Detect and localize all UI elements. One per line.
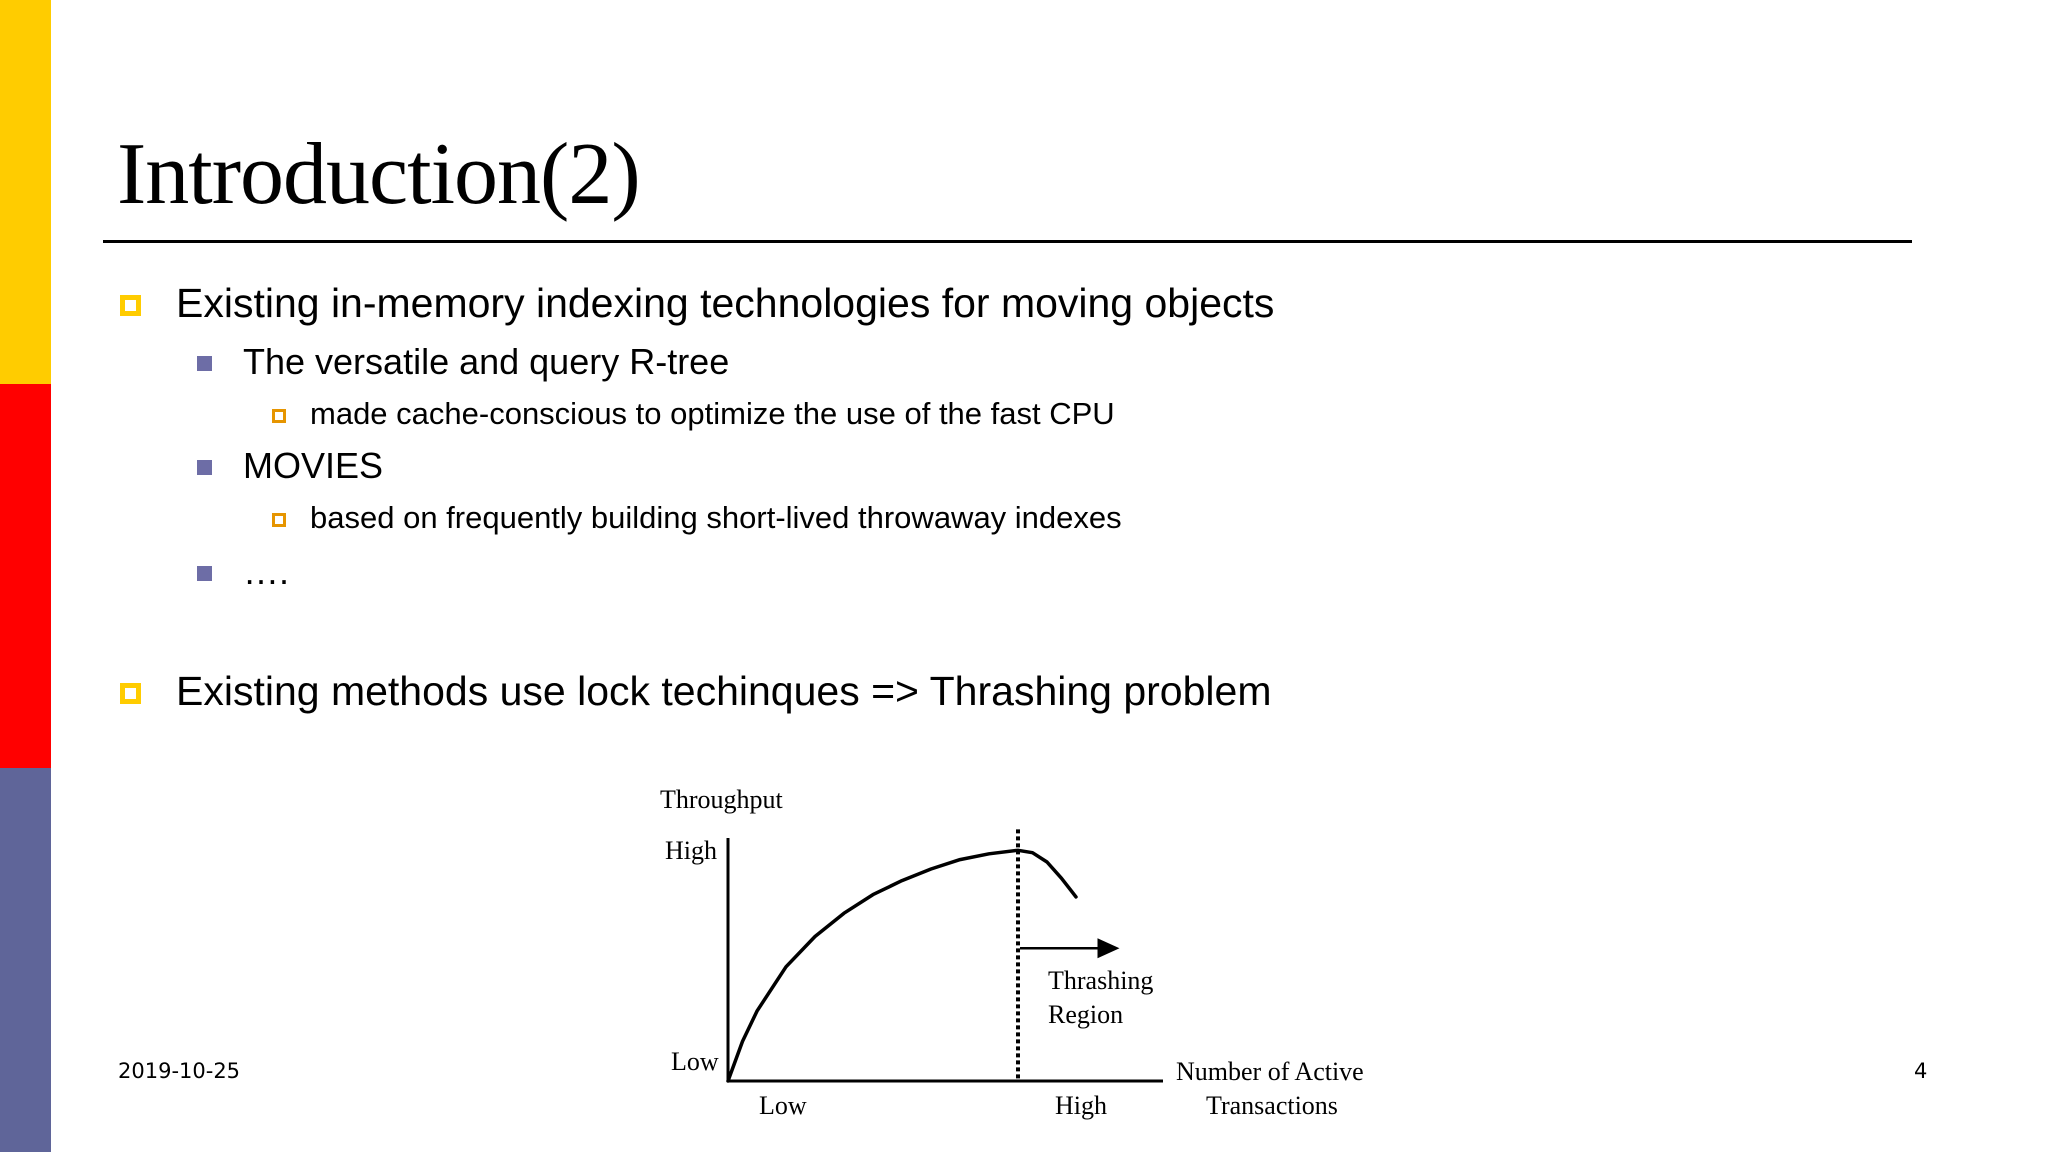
- x-tick-low: Low: [759, 1091, 807, 1120]
- bullet-text: based on frequently building short-lived throwaway indexes: [310, 500, 1122, 535]
- y-tick-low: Low: [671, 1047, 719, 1076]
- bullet-text: The versatile and query R-tree: [243, 341, 730, 382]
- bullet-text: Existing in-memory indexing technologies for moving objects: [176, 280, 1275, 326]
- x-tick-high: High: [1055, 1091, 1107, 1120]
- throughput-curve: [728, 850, 1076, 1081]
- x-axis-label-line2: Transactions: [1206, 1091, 1338, 1120]
- annotation-line2: Region: [1048, 1000, 1124, 1029]
- slide-title: Introduction(2): [117, 126, 640, 223]
- bullet-text: Existing methods use lock techinques => Thrashing problem: [176, 668, 1272, 714]
- bullet-text: MOVIES: [243, 445, 384, 486]
- thrashing-arrow-head: [1098, 938, 1120, 958]
- x-axis-label-line1: Number of Active: [1176, 1057, 1364, 1086]
- footer-date: 2019-10-25: [118, 1059, 241, 1083]
- page-number: 4: [1914, 1059, 1928, 1083]
- y-axis-label: Throughput: [660, 785, 783, 814]
- bullet-text: ….: [243, 551, 290, 592]
- bullet-text: made cache-conscious to optimize the use of the fast CPU: [310, 396, 1115, 431]
- y-tick-high: High: [665, 836, 717, 865]
- annotation-line1: Thrashing: [1048, 966, 1154, 995]
